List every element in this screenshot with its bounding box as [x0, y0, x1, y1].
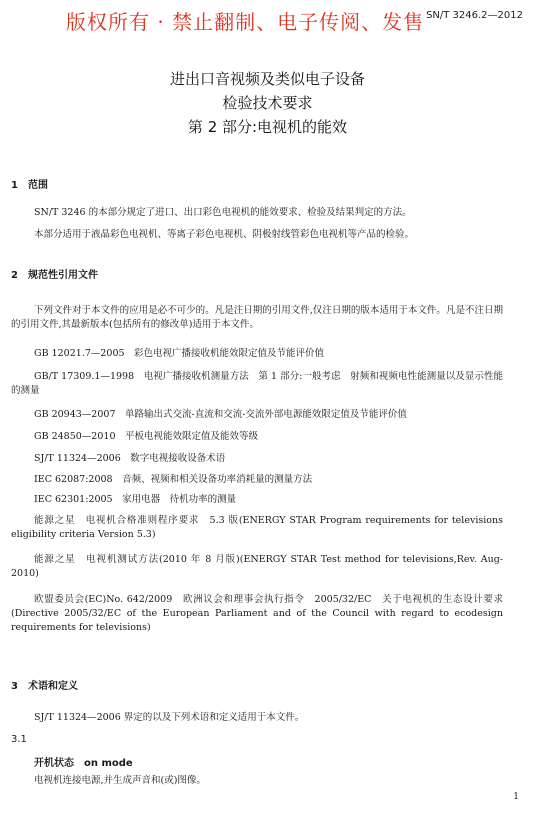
watermark: 版权所有 · 禁止翻制、电子传阅、发售	[66, 10, 425, 34]
section-2-heading: 2 规范性引用文件	[11, 270, 98, 281]
section-3-heading: 3 术语和定义	[11, 681, 78, 692]
reference-item: 欧盟委员会(EC)No. 642/2009 欧洲议会和理事会执行指令 2005/32/EC 关于电视机的生态设计要求(Directive 2005/32/EC of the European Parliament and of the Council with regard to ecodesign requirements for televisions)	[11, 594, 503, 633]
reference-item: IEC 62087:2008 音频、视频和相关设备功率消耗量的测量方法	[34, 474, 313, 485]
section-1-paragraph-2: 本部分适用于液晶彩色电视机、等离子彩色电视机、阴极射线管彩色电视机等产品的检验。	[34, 229, 415, 240]
term-number: 3.1	[11, 734, 27, 745]
title-line-3: 第 2 部分:电视机的能效	[187, 118, 348, 136]
title-line-1: 进出口音视频及类似电子设备	[169, 70, 365, 88]
term-name: 开机状态 on mode	[34, 758, 133, 769]
term-definition: 电视机连接电源,并生成声音和(或)图像。	[34, 775, 206, 786]
section-1-heading: 1 范围	[11, 180, 48, 191]
document-number: SN/T 3246.2—2012	[426, 10, 523, 21]
section-2-intro: 下列文件对于本文件的应用是必不可少的。凡是注日期的引用文件,仅注日期的版本适用于本文件。凡是不注日期的引用文件,其最新版本(包括所有的修改单)适用于本文件。	[11, 305, 503, 330]
reference-item: 能源之星 电视机测试方法(2010 年 8 月版)(ENERGY STAR Test method for televisions,Rev. Aug-2010)	[11, 554, 503, 579]
reference-item: GB 24850—2010 平板电视能效限定值及能效等级	[34, 431, 258, 442]
section-1-paragraph-1: SN/T 3246 的本部分规定了进口、出口彩色电视机的能效要求、检验及结果判定的方法。	[34, 207, 412, 218]
page-number: 1	[513, 792, 519, 802]
title-line-2: 检验技术要求	[222, 94, 313, 112]
reference-item: GB/T 17309.1—1998 电视广播接收机测量方法 第 1 部分:一般考虑 射频和视频电性能测量以及显示性能的测量	[11, 371, 503, 396]
reference-item: IEC 62301:2005 家用电器 待机功率的测量	[34, 494, 237, 505]
reference-item: SJ/T 11324—2006 数字电视接收设备术语	[34, 453, 226, 464]
section-3-intro: SJ/T 11324—2006 界定的以及下列术语和定义适用于本文件。	[34, 712, 305, 723]
reference-item: GB 20943—2007 单路输出式交流-直流和交流-交流外部电源能效限定值及节能评价值	[34, 409, 407, 420]
reference-item: 能源之星 电视机合格准则程序要求 5.3 版(ENERGY STAR Program requirements for televisions eligibility criteria Version 5.3)	[11, 515, 503, 540]
reference-item: GB 12021.7—2005 彩色电视广播接收机能效限定值及节能评价值	[34, 348, 325, 359]
